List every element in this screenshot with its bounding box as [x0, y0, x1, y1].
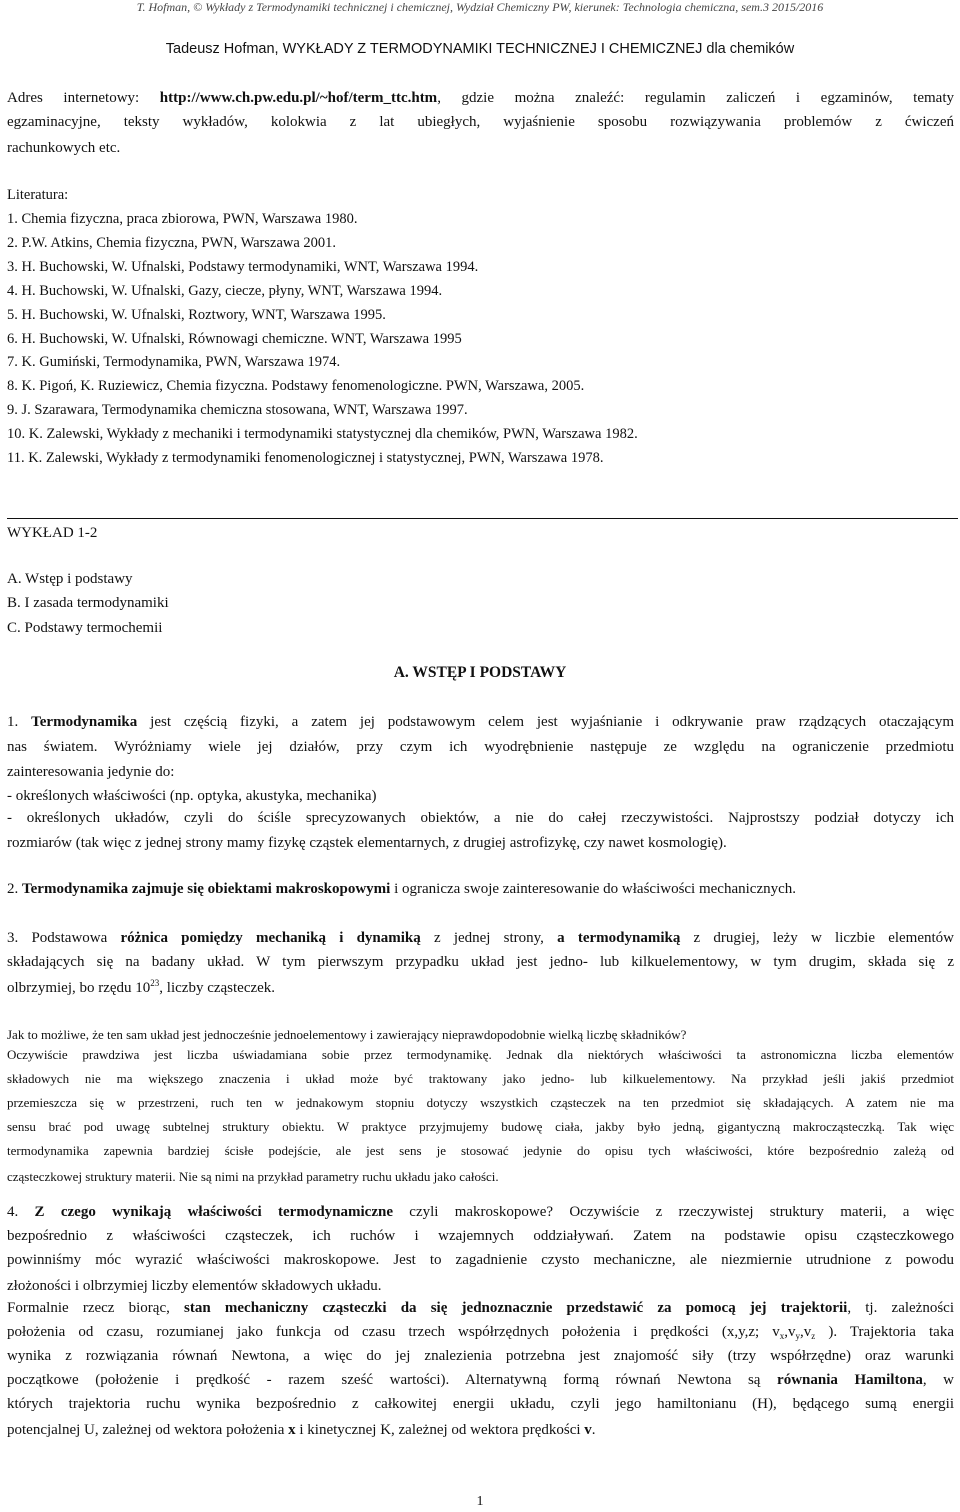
small-text-line: cząsteczkowej struktury materii. Nie są nimi na przykład parametry ruchu układu jako całości. — [7, 1169, 499, 1184]
literatura-item: 3. H. Buchowski, W. Ufnalski, Podstawy termodynamiki, WNT, Warszawa 1994. — [7, 259, 479, 275]
paragraph-5-line: początkowe (położenie i prędkość - razem sześć wartości). Alternatywną formą równań Newtona są równania Hamiltona, w — [7, 1372, 955, 1388]
literatura-item: 5. H. Buchowski, W. Ufnalski, Roztwory, WNT, Warszawa 1995. — [7, 307, 386, 323]
literatura-item: 6. H. Buchowski, W. Ufnalski, Równowagi chemiczne. WNT, Warszawa 1995 — [7, 331, 462, 347]
paragraph-1-line: - określonych właściwości (np. optyka, akustyka, mechanika) — [7, 788, 377, 804]
literatura-heading: Literatura: — [7, 187, 69, 203]
paragraph-5-line: wynika z rozwiązania równań Newtona, a więc do jej znalezienia potrzebna jest znajomość siły (trzy współrzędne) oraz warunki — [7, 1348, 954, 1364]
literatura-item: 2. P.W. Atkins, Chemia fizyczna, PWN, Warszawa 2001. — [7, 235, 337, 251]
small-text-line: Oczywiście prawdziwa jest liczba uświadamiana sobie przez termodynamikę. Jednak dla niektórych właściwości ta astronomiczna liczba elementów — [7, 1047, 954, 1062]
literatura-item: 11. K. Zalewski, Wykłady z termodynamiki fenomenologicznej i statystycznej, PWN, Warszawa 1978. — [7, 450, 604, 466]
document-title: Tadeusz Hofman, WYKŁADY Z TERMODYNAMIKI TECHNICZNEJ I CHEMICZNEJ dla chemików — [165, 41, 795, 57]
wyklad-heading: WYKŁAD 1-2 — [7, 525, 98, 541]
running-head: T. Hofman, © Wykłady z Termodynamiki technicznej i chemicznej, Wydział Chemiczny PW, kierunek: Technologia chemiczna, sem.3 2015/2016 — [136, 0, 824, 14]
small-text-line: sensu brać pod uwagę subtelnej struktury obiektu. W praktyce przyjmujemy budowę ciała, jakby było jedną, gigantyczną makrocząsteczką. Tak więc — [7, 1119, 954, 1134]
small-text-line: składowych nie ma większego znaczenia i układ może być traktowany jako jedno- lub kilkuelementowy. Na przykład jeśli jakiś przedmiot — [7, 1071, 954, 1086]
literatura-item: 8. K. Pigoń, K. Ruziewicz, Chemia fizyczna. Podstawy fenomenologiczne. PWN, Warszawa, 2005. — [7, 378, 585, 394]
intro-line-1: Adres internetowy: http://www.ch.pw.edu.pl/~hof/term_ttc.htm, gdzie można znaleźć: regulamin zaliczeń i egzaminów, tematy — [7, 90, 954, 106]
small-text-line: termodynamika zapewnia bardziej ścisłe podejście, ale jest sens je stosować jedynie do opisu tych właściwości, które bezpośrednio zależą od — [7, 1143, 954, 1158]
paragraph-5-line: położenia od czasu, rozumianej jako funkcja od czasu trzech współrzędnych położenia i prędkości (x,y,z; $v_x,v_y,v_z$ ). Trajektoria taka — [7, 1324, 954, 1341]
intro-line-3: rachunkowych etc. — [7, 140, 121, 156]
small-text-line: przemieszcza się w przestrzeni, ruch ten w jednakowym stopniu dotyczy wszystkich cząsteczek na ten przedmiot się składających. A zatem nie ma — [7, 1095, 954, 1110]
literatura-item: 4. H. Buchowski, W. Ufnalski, Gazy, ciecze, płyny, WNT, Warszawa 1994. — [7, 283, 443, 299]
paragraph-4-line: bezpośrednio z właściwości cząsteczek, ich ruchów i wzajemnych oddziaływań. Zatem na podstawie opisu cząsteczkowego — [7, 1228, 954, 1244]
paragraph-5-line: których trajektoria ruchu wynika bezpośrednio z całkowitej energii układu, czyli jego hamiltonianu (H), będącego sumą energii — [7, 1396, 954, 1412]
paragraph-3-line: olbrzymiej, bo rzędu $10^{23}$, liczby cząsteczek. — [7, 978, 276, 996]
outline-item: A. Wstęp i podstawy — [7, 571, 133, 587]
horizontal-rule — [7, 518, 958, 519]
paragraph-1-line: zainteresowania jedynie do: — [7, 764, 175, 780]
paragraph-1-line: nas światem. Wyróżniamy wiele jej działów, przy czym ich wyodrębnienie następuje ze względu na ograniczenie przedmiotu — [7, 739, 954, 755]
intro-line-2: egzaminacyjne, teksty wykładów, kolokwia z lat ubiegłych, wyjaśnienie sposobu rozwiązywania problemów z ćwiczeń — [7, 114, 954, 130]
literatura-item: 1. Chemia fizyczna, praca zbiorowa, PWN, Warszawa 1980. — [7, 211, 358, 227]
paragraph-4-line: złożoności i olbrzymiej liczby elementów składowych układu. — [7, 1278, 382, 1294]
page-number: 1 — [476, 1494, 484, 1509]
paragraph-4-line: 4. Z czego wynikają właściwości termodynamiczne czyli makroskopowe? Oczywiście z rzeczywistej struktury materii, a więc — [7, 1204, 955, 1220]
paragraph-1-line: - określonych układów, czyli do ściśle sprecyzowanych obiektów, a nie do całej rzeczywistości. Najprostszy podział dotyczy ich — [7, 810, 954, 826]
literatura-item: 7. K. Gumiński, Termodynamika, PWN, Warszawa 1974. — [7, 354, 341, 370]
course-url-link[interactable]: http://www.ch.pw.edu.pl/~hof/term_ttc.htm — [159, 90, 438, 106]
paragraph-1-line: 1. Termodynamika jest częścią fizyki, a zatem jej podstawowym celem jest wyjaśnianie i odkrywanie praw rządzących otaczającym — [7, 714, 955, 730]
paragraph-3-line: 3. Podstawowa różnica pomiędzy mechaniką i dynamiką z jednej strony, a termodynamiką z drugiej, leży w liczbie elementów — [7, 930, 955, 946]
small-question: Jak to możliwe, że ten sam układ jest jednocześnie jednoelementowy i zawierający nieprawdopodobnie wielką liczbę składników? — [7, 1027, 687, 1042]
outline-item: C. Podstawy termochemii — [7, 620, 163, 636]
paragraph-2: 2. Termodynamika zajmuje się obiektami makroskopowymi i ogranicza swoje zainteresowanie do właściwości mechanicznych. — [7, 881, 797, 897]
paragraph-4-line: powinniśmy móc wyrazić właściwości makroskopowe. Jest to zagadnienie czysto mechaniczne, ale niezmiernie utrudnione z powodu — [7, 1252, 954, 1268]
section-heading: A. WSTĘP I PODSTAWY — [393, 664, 567, 681]
literatura-item: 10. K. Zalewski, Wykłady z mechaniki i termodynamiki statystycznej dla chemików, PWN, Warszawa 1982. — [7, 426, 638, 442]
outline-item: B. I zasada termodynamiki — [7, 595, 169, 611]
paragraph-1-line: rozmiarów (tak więc z jednej strony mamy fizykę cząstek elementarnych, z drugiej astrofizykę, czy nawet kosmologię). — [7, 835, 727, 851]
paragraph-5-line: potencjalnej U, zależnej od wektora położenia x i kinetycznej K, zależnej od wektora prędkości v. — [7, 1422, 596, 1438]
paragraph-5-line: Formalnie rzecz biorąc, stan mechaniczny cząsteczki da się jednoznacznie przedstawić za pomocą jej trajektorii, tj. zależności — [7, 1300, 954, 1316]
literatura-item: 9. J. Szarawara, Termodynamika chemiczna stosowana, WNT, Warszawa 1997. — [7, 402, 468, 418]
paragraph-3-line: składających się na badany układ. W tym pierwszym przypadku układ jest jedno- lub kilkuelementowy, w tym drugim, składa się z — [7, 954, 954, 970]
